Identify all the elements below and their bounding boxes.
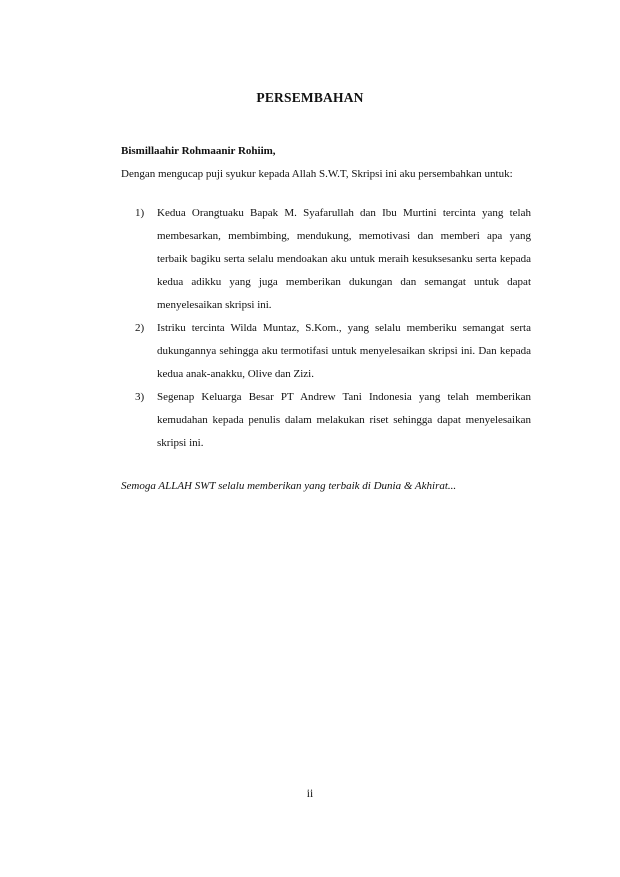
closing-line: Semoga ALLAH SWT selalu memberikan yang terbaik di Dunia & Akhirat... [121, 480, 457, 492]
item-marker: 3) [135, 391, 145, 403]
page-title: PERSEMBAHAN [256, 90, 364, 105]
item-text: Istriku tercinta Wilda Muntaz, S.Kom., yang selalu memberiku semangat serta dukungannya sehingga aku termotifasi untuk menyelesaikan skripsi ini. Dan kepada kedua anak-anakku, Olive dan Zizi. [157, 322, 531, 380]
dedication-item [135, 202, 531, 317]
item-marker: 1) [135, 207, 145, 219]
page-number: ii [306, 788, 314, 800]
dedication-item [135, 386, 531, 455]
dedication-item [135, 317, 531, 386]
item-text: Segenap Keluarga Besar PT Andrew Tani Indonesia yang telah memberikan kemudahan kepada penulis dalam melakukan riset sehingga dapat menyelesaikan skripsi ini. [157, 391, 531, 449]
body-block [121, 140, 531, 498]
dedication-list [121, 202, 531, 455]
greeting: Bismillaahir Rohmaanir Rohiim, [121, 145, 276, 157]
item-text: Kedua Orangtuaku Bapak M. Syafarullah dan Ibu Murtini tercinta yang telah membesarkan, membimbing, mendukung, memotivasi dan memberi apa yang terbaik bagiku serta selalu mendoakan aku untuk meraih kesuksesanku serta kepada kedua adikku yang juga memberikan dukungan dan semangat untuk dapat menyelesaikan skripsi ini. [157, 207, 531, 311]
item-marker: 2) [135, 322, 145, 334]
intro-paragraph: Dengan mengucap puji syukur kepada Allah S.W.T, Skripsi ini aku persembahkan untuk: [121, 168, 513, 180]
